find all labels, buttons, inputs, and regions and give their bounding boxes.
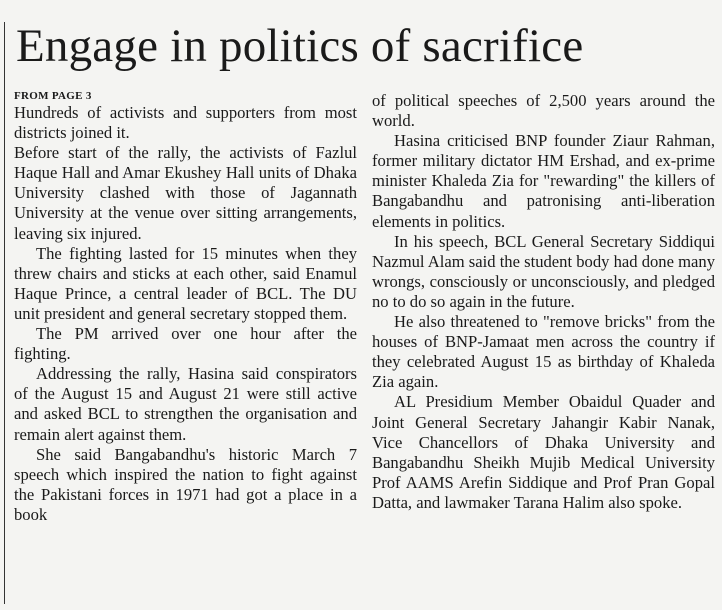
paragraph: Addressing the rally, Hasina said conspirators of the August 15 and August 21 were still active and asked BCL to strengthen the organisation and remain alert against them.: [14, 364, 357, 444]
paragraph: The fighting lasted for 15 minutes when they threw chairs and sticks at each other, said Enamul Haque Prince, a central leader of BCL. The DU unit president and general secretary stopped them.: [14, 243, 357, 323]
headline: Engage in politics of sacrifice: [16, 20, 584, 72]
article-column-left: [14, 90, 357, 525]
article-column-right: [372, 91, 715, 513]
paragraph: In his speech, BCL General Secretary Siddiqui Nazmul Alam said the student body had done many wrongs, consciously or unconsciously, and pledged no to do so again in the future.: [372, 231, 715, 311]
paragraph: AL Presidium Member Obaidul Quader and Joint General Secretary Jahangir Kabir Nanak, Vice Chancellors of Dhaka University and Bangabandhu Sheikh Mujib Medical University Prof AAMS Arefin Siddique and Prof Pran Gopal Datta, and lawmaker Tarana Halim also spoke.: [372, 392, 715, 512]
paragraph: Hundreds of activists and supporters from most districts joined it.: [14, 103, 357, 143]
paragraph: He also threatened to "remove bricks" from the houses of BNP-Jamaat men across the country if they celebrated August 15 as birthday of Khaleda Zia again.: [372, 312, 715, 392]
paragraph: Before start of the rally, the activists of Fazlul Haque Hall and Amar Ekushey Hall units of Dhaka University clashed with those of Jagannath University at the venue over sitting arrangements, leaving six injured.: [14, 143, 357, 243]
paragraph: Hasina criticised BNP founder Ziaur Rahman, former military dictator HM Ershad, and ex-prime minister Khaleda Zia for "rewarding" the killers of Bangabandhu and patronising anti-liberation elements in politics.: [372, 131, 715, 231]
paragraph: of political speeches of 2,500 years around the world.: [372, 91, 715, 131]
jump-line: FROM PAGE 3: [14, 90, 92, 102]
column-rule: [4, 22, 5, 604]
paragraph: The PM arrived over one hour after the fighting.: [14, 324, 357, 364]
paragraph: She said Bangabandhu's historic March 7 speech which inspired the nation to fight against the Pakistani forces in 1971 had got a place in a book: [14, 444, 357, 524]
